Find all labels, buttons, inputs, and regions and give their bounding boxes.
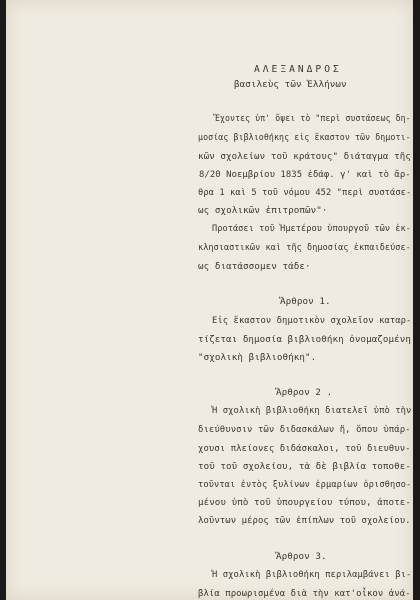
document-subtitle: βασιλεὺς τῶν Ἑλλήνων — [234, 78, 347, 90]
article-2-line: χουσι πλείονες διδάσκαλοι, τοῦ διευθυν- — [198, 442, 411, 454]
preamble-line: Ἔχοντες ὑπ' ὄψει τὸ "περὶ συστάσεως δη- — [215, 113, 411, 125]
article-2-heading: Ἄρθρον 2 . — [276, 386, 333, 398]
article-1-line: Εἰς ἕκαστον δημοτικὸν σχολεῖον καταρ- — [212, 314, 412, 326]
proposal-line: Προτάσει τοῦ Ἡμετέρου ὑπουργοῦ τῶν ἐκ- — [212, 223, 412, 235]
article-2-line: τοῦνται ἐντὸς ξυλίνων ἑρμαρίων ὁρισθησο- — [198, 478, 412, 490]
preamble-line: μοσίας βιβλιοθήκης εἰς ἕκαστον τῶν δημοτι- — [198, 132, 411, 144]
preamble-line: 8/20 Νοεμβρίου 1835 ἐδάφ. γ' καὶ τὸ ἄρ- — [199, 169, 411, 181]
proposal-line: ως διατάσσομεν τάδε· — [198, 260, 311, 272]
proposal-line: κλησιαστικῶν καὶ τῆς δημοσίας ἐκπαιδεύσε- — [198, 242, 411, 254]
document-page — [6, 0, 413, 600]
article-2-line: Ἡ σχολικὴ βιβλιοθήκη διατελεῖ ὑπὸ τὴν — [212, 405, 412, 417]
article-2-line: μένου ὑπὸ τοῦ ὑπουργείου τύπου, ἀποτε- — [198, 496, 411, 508]
document-title: ΑΛΕΞΑΝΔΡΟΣ — [254, 64, 342, 75]
article-2-line: τοῦ τοῦ σχολείου, τὰ δὲ βιβλία τοποθε- — [198, 461, 411, 473]
article-1-line: "σχολικὴ βιβλιοθήκη". — [198, 352, 317, 364]
article-2-line: λοῦντων μέρος τῶν ἐπίπλων τοῦ σχολείου. — [198, 515, 411, 527]
article-1-line: τίζεται δημοσία βιβλιοθήκη ὀνομαζομένη — [198, 333, 411, 345]
article-3-line: Ἡ σχολικὴ βιβλιοθήκη περιλαμβάνει βι- — [212, 569, 412, 581]
article-3-heading: Ἄρθρον 3. — [276, 550, 327, 562]
preamble-line: θρα 1 καὶ 5 τοῦ νόμου 452 "περὶ συστάσε- — [198, 187, 412, 199]
preamble-line: κῶν σχολείων τοῦ κράτους" διάταγμα τῆς — [198, 150, 411, 162]
article-2-line: διεύθυνσιν τῶν διδασκάλων ἤ, ὅπου ὑπάρ- — [198, 423, 411, 435]
article-1-heading: Ἄρθρον 1. — [280, 296, 331, 308]
preamble-line: ως σχολικῶν ἐπιτροπῶν"· — [198, 204, 328, 216]
article-3-line: βλία προωρισμένα διὰ τὴν κατ'οἶκον ἀνά- — [198, 588, 411, 599]
